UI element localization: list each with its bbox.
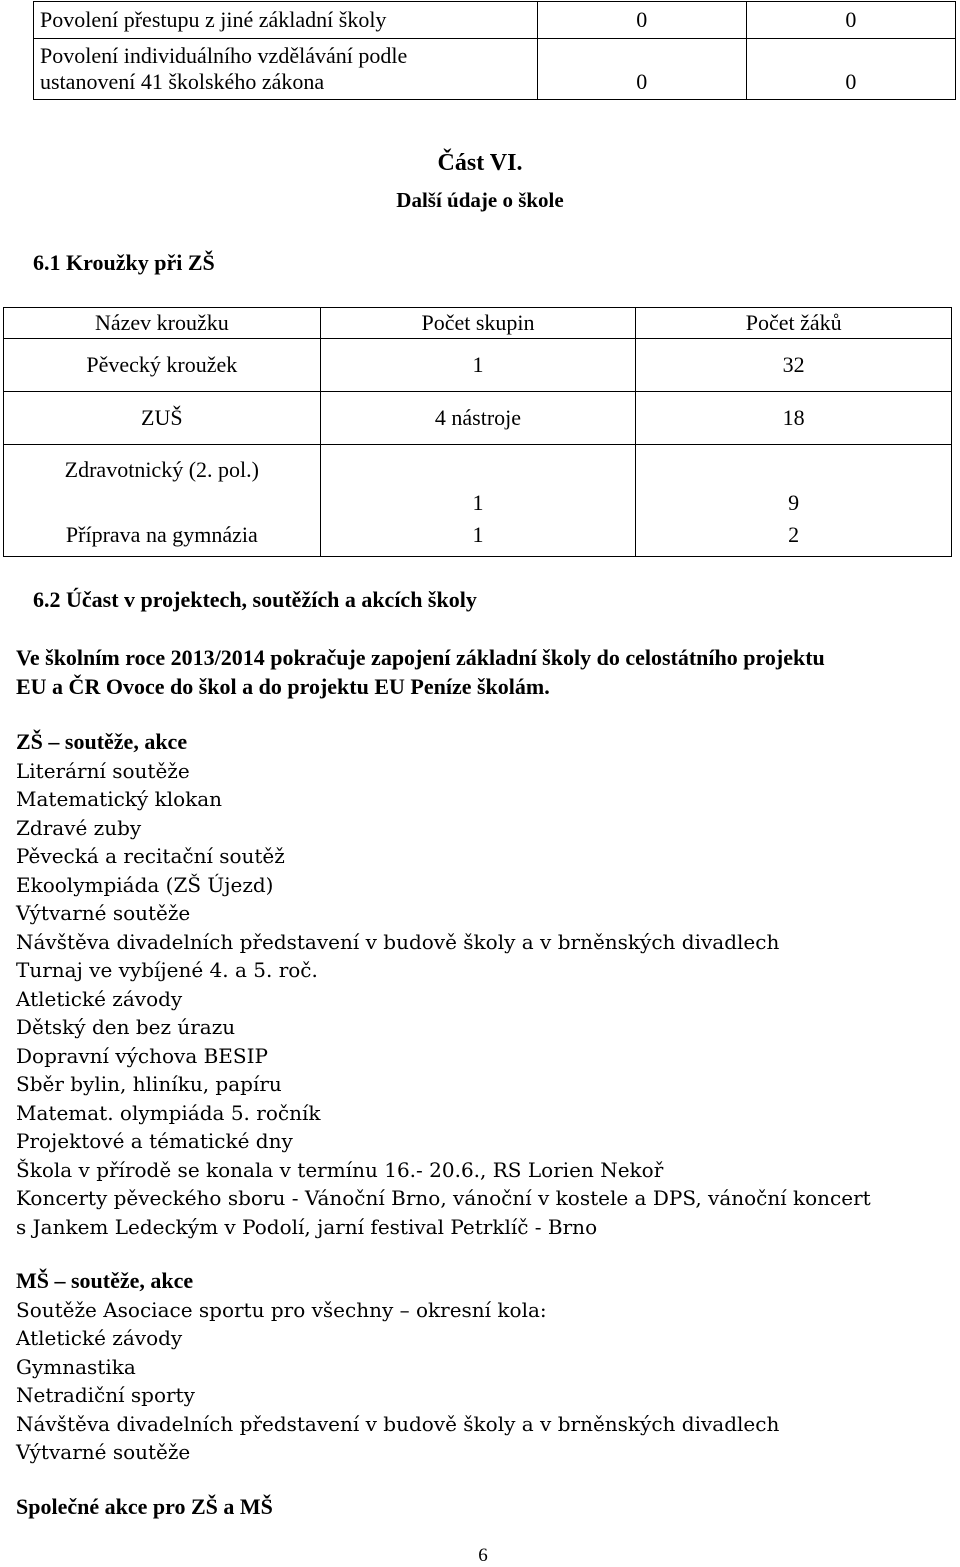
list-item: Turnaj ve vybíjené 4. a 5. roč. [16, 958, 318, 982]
table-cell-label [34, 39, 538, 100]
section-6-1-title: 6.1 Kroužky při ZŠ [33, 250, 215, 275]
list-item: Netradiční sporty [16, 1383, 195, 1407]
paragraph-line: Ve školním roce 2013/2014 pokračuje zapojení základní školy do celostátního projektu [16, 645, 825, 670]
page-number: 6 [478, 1545, 488, 1566]
joint-heading: Společné akce pro ZŠ a MŠ [16, 1494, 273, 1519]
club-name-cell [4, 445, 321, 557]
list-item: Dopravní výchova BESIP [16, 1043, 268, 1068]
list-item: Výtvarné soutěže [16, 1440, 191, 1464]
list-item: Pěvecká a recitační soutěž [16, 844, 285, 868]
club-name: Příprava na gymnázia [65, 522, 258, 547]
clubs-table [3, 307, 952, 557]
club-groups: 1 [472, 522, 484, 547]
list-item: Ekoolympiáda (ZŠ Újezd) [16, 872, 274, 897]
club-name: ZUŠ [4, 392, 321, 445]
club-pupils: 32 [636, 339, 952, 392]
club-name: Zdravotnický (2. pol.) [64, 457, 259, 482]
club-groups: 1 [320, 339, 636, 392]
projects-paragraph [16, 643, 946, 701]
label-line: ustanovení 41 školského zákona [40, 69, 325, 94]
list-item: Výtvarné soutěže [16, 901, 191, 925]
part-subtitle: Další údaje o škole [396, 188, 564, 212]
list-item: Zdravé zuby [16, 815, 142, 840]
club-pupils: 9 [788, 490, 800, 515]
label-line: Povolení individuálního vzdělávání podle [40, 43, 408, 68]
list-item: Projektové a tématické dny [16, 1129, 293, 1153]
table-cell-label: Povolení přestupu z jiné základní školy [34, 2, 538, 39]
list-item: Literární soutěže [16, 758, 190, 783]
list-item: Matemat. olympiáda 5. ročník [16, 1100, 321, 1125]
zs-activities-list [16, 728, 946, 1241]
part-title: Část VI. [437, 150, 523, 176]
list-item: Atletické závody [16, 986, 183, 1011]
table-cell-value: 0 [746, 2, 955, 39]
column-header: Počet skupin [320, 308, 636, 339]
club-pupils: 2 [788, 522, 800, 547]
table-header-row [4, 308, 952, 339]
club-pupils-cell [636, 445, 952, 557]
list-item: Gymnastika [16, 1354, 136, 1379]
club-name: Pěvecký kroužek [4, 339, 321, 392]
list-item: Návštěva divadelních představení v budově školy a v brněnských divadlech [16, 1411, 780, 1436]
table-row [4, 339, 952, 392]
list-item: s Jankem Ledeckým v Podolí, jarní festival Petrklíč - Brno [16, 1214, 598, 1239]
column-header: Název kroužku [4, 308, 321, 339]
club-groups: 4 nástroje [320, 392, 636, 445]
ms-heading: MŠ – soutěže, akce [16, 1268, 194, 1293]
list-item: Návštěva divadelních představení v budově školy a v brněnských divadlech [16, 929, 780, 954]
table-row [4, 392, 952, 445]
list-item: Matematický klokan [16, 787, 223, 811]
table-cell-value: 0 [537, 2, 746, 39]
table-row [4, 445, 952, 557]
list-item: Dětský den bez úrazu [16, 1015, 236, 1039]
list-item: Atletické závody [16, 1326, 183, 1350]
ms-activities-list [16, 1267, 946, 1467]
table-row [34, 39, 956, 100]
table-cell-value: 0 [746, 39, 955, 100]
column-header: Počet žáků [636, 308, 952, 339]
list-item: Škola v přírodě se konala v termínu 16.- 20.6., RS Lorien Nekoř [16, 1157, 664, 1182]
club-groups: 1 [472, 490, 484, 515]
list-item: Soutěže Asociace sportu pro všechny – okresní kola: [16, 1297, 547, 1322]
club-groups-cell [320, 445, 636, 557]
paragraph-line: EU a ČR Ovoce do škol a do projektu EU Peníze školám. [16, 674, 550, 699]
list-item: Sběr bylin, hliníku, papíru [16, 1072, 282, 1096]
list-item: Koncerty pěveckého sboru - Vánoční Brno, vánoční v kostele a DPS, vánoční koncert [16, 1186, 871, 1210]
zs-heading: ZŠ – soutěže, akce [16, 729, 188, 754]
table-cell-value: 0 [537, 39, 746, 100]
club-pupils: 18 [636, 392, 952, 445]
admissions-table [33, 1, 956, 100]
section-6-2-title: 6.2 Účast v projektech, soutěžích a akcích školy [33, 587, 477, 612]
table-row [34, 2, 956, 39]
